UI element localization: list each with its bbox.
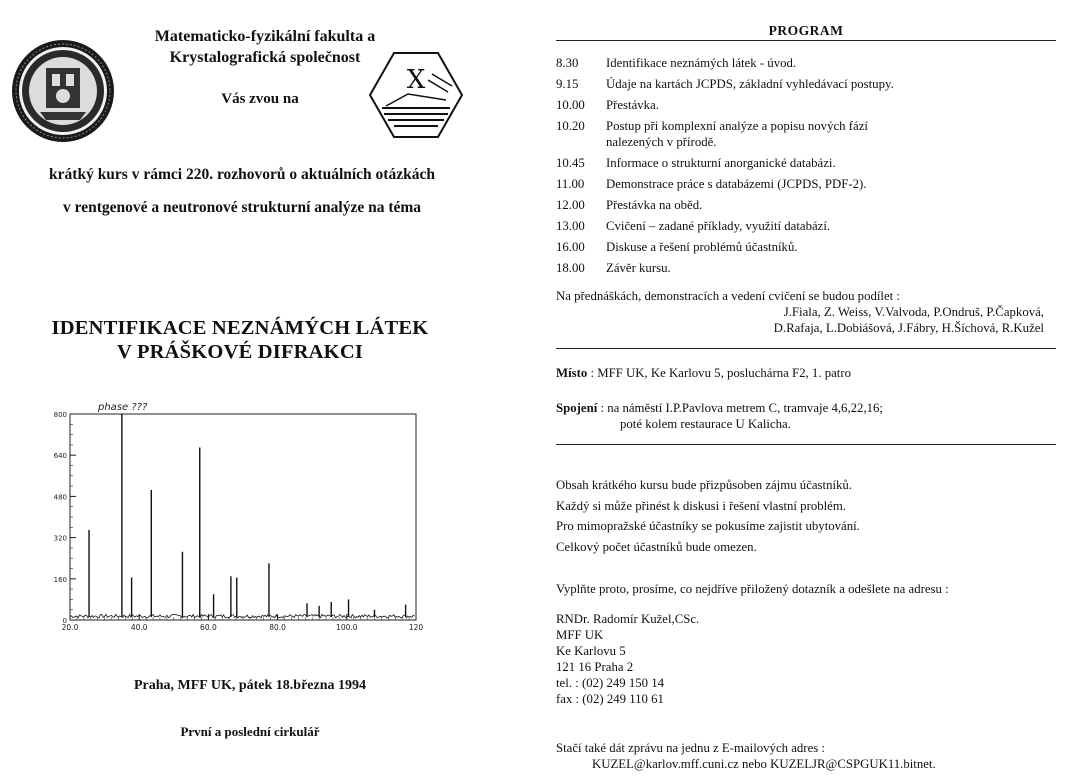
schedule-time: 10.20 (556, 119, 585, 133)
x-tick-label: 20.0 (61, 623, 79, 632)
divider (556, 40, 1056, 41)
schedule-row (556, 76, 1066, 92)
course-line-1: krátký kurs v rámci 220. rozhovorů o aktuálních otázkách (49, 166, 435, 183)
logo-letter: X (406, 65, 426, 95)
schedule-row (556, 260, 1066, 276)
invite-text: Vás zvou na (221, 91, 299, 107)
university-seal-icon (10, 38, 116, 144)
schedule-row (556, 55, 1066, 71)
transport-label: Spojení (556, 401, 598, 415)
x-tick-label: 80.0 (269, 623, 286, 632)
schedule-text: Přestávka na oběd. (606, 198, 703, 212)
schedule-text: Identifikace neznámých látek - úvod. (606, 56, 797, 70)
lecturers-names: J.Fiala, Z. Weiss, V.Valvoda, P.Ondruš, P.Čapková, D.Rafaja, L.Dobiášová, J.Fábry, H.Šíchová, R.Kužel (773, 305, 1044, 335)
schedule-row (556, 97, 1066, 113)
course-line-2: v rentgenové a neutronové strukturní analýze na téma (62, 199, 422, 216)
note-4: Celkový počet účastníků bude omezen. (556, 539, 757, 554)
x-tick-label: 120 (408, 623, 424, 632)
schedule-time: 10.45 (556, 156, 585, 170)
schedule-text: Diskuse a řešení problémů účastníků. (606, 240, 798, 254)
transport-info (556, 400, 883, 432)
y-tick-label: 800 (53, 411, 67, 419)
y-tick-label: 480 (53, 493, 67, 502)
y-tick-label: 640 (53, 452, 67, 461)
transport-text-1: : na náměstí I.P.Pavlova metrem C, tramvaje 4,6,22,16; (597, 401, 883, 415)
y-tick-label: 160 (53, 575, 67, 584)
schedule-time: 10.00 (556, 98, 585, 112)
place-date: Praha, MFF UK, pátek 18.března 1994 (133, 678, 366, 693)
schedule-row (556, 176, 1066, 192)
note-2: Každý si může přinést k diskusi i řešení vlastní problém. (556, 498, 847, 513)
diffraction-chart (44, 396, 434, 636)
lecturers (556, 288, 1056, 336)
place-label: Místo (556, 366, 588, 380)
note-3: Pro mimopražské účastníky se pokusíme zajistit ubytování. (556, 519, 860, 533)
schedule-row (556, 239, 1066, 255)
fill-request: Vyplňte proto, prosíme, co nejdříve přiložený dotazník a odešlete na adresu : (556, 582, 949, 596)
organizer-line-1: Matematicko-fyzikální fakulta a (154, 28, 376, 45)
note-1: Obsah krátkého kursu bude přizpůsoben zájmu účastníků. (556, 478, 853, 492)
place-text: : MFF UK, Ke Karlovu 5, posluchárna F2, 1. patro (587, 366, 852, 380)
divider (556, 444, 1056, 445)
schedule-text: Přestávka. (606, 98, 659, 112)
divider (556, 348, 1056, 349)
email-intro: Stačí také dát zprávu na jednu z E-mailových adres : (556, 741, 825, 755)
schedule-list (556, 55, 1066, 281)
organizer-line-2: Krystalografická společnost (169, 49, 361, 66)
circular-note: První a poslední cirkulář (180, 724, 320, 739)
schedule-time: 16.00 (556, 240, 585, 254)
document-title (20, 316, 460, 364)
schedule-time: 13.00 (556, 219, 585, 233)
schedule-time: 12.00 (556, 198, 585, 212)
schedule-row (556, 197, 1066, 213)
y-tick-label: 320 (53, 534, 67, 543)
title-line-1: IDENTIFIKACE NEZNÁMÝCH LÁTEK (51, 317, 429, 339)
schedule-text: Údaje na kartách JCPDS, základní vyhledávací postupy. (606, 77, 894, 91)
lecturers-intro: Na přednáškách, demonstracích a vedení cvičení se budou podílet : (556, 289, 900, 303)
x-tick-label: 60.0 (200, 623, 217, 632)
title-line-2: V PRÁŠKOVÉ DIFRAKCI (116, 341, 364, 363)
email-block (556, 740, 936, 772)
contact-address: RNDr. Radomír Kužel,CSc. MFF UK Ke Karlovu 5 121 16 Praha 2 tel. : (02) 249 150 14 fax : (02) 249 110 61 (556, 612, 700, 706)
schedule-text: Postup při komplexní analýze a popisu nových fází nalezených v přírodě. (606, 119, 868, 149)
email-addresses: KUZEL@karlov.mff.cuni.cz nebo KUZELJR@CSPGUK11.bitnet. (592, 757, 936, 771)
schedule-text: Demonstrace práce s databázemi (JCPDS, PDF-2). (606, 177, 867, 191)
schedule-text: Cvičení – zadané příklady, využití databází. (606, 219, 831, 233)
crystallographic-society-logo-icon (368, 50, 464, 140)
program-title: PROGRAM (768, 23, 844, 38)
x-tick-label: 100.0 (336, 623, 358, 632)
schedule-row (556, 118, 1066, 150)
transport-text-2: poté kolem restaurace U Kalicha. (620, 417, 791, 431)
schedule-time: 18.00 (556, 261, 585, 275)
schedule-text: Informace o strukturní anorganické databázi. (606, 156, 836, 170)
place-info (556, 365, 851, 381)
schedule-row (556, 155, 1066, 171)
notes (556, 475, 860, 557)
schedule-time: 8.30 (556, 56, 579, 70)
chart-title: phase ??? (98, 402, 148, 413)
y-tick-label: 0 (62, 617, 67, 625)
schedule-text: Závěr kursu. (606, 261, 671, 275)
x-tick-label: 40.0 (130, 623, 148, 632)
schedule-row (556, 218, 1066, 234)
schedule-time: 9.15 (556, 77, 579, 91)
schedule-time: 11.00 (556, 177, 585, 191)
